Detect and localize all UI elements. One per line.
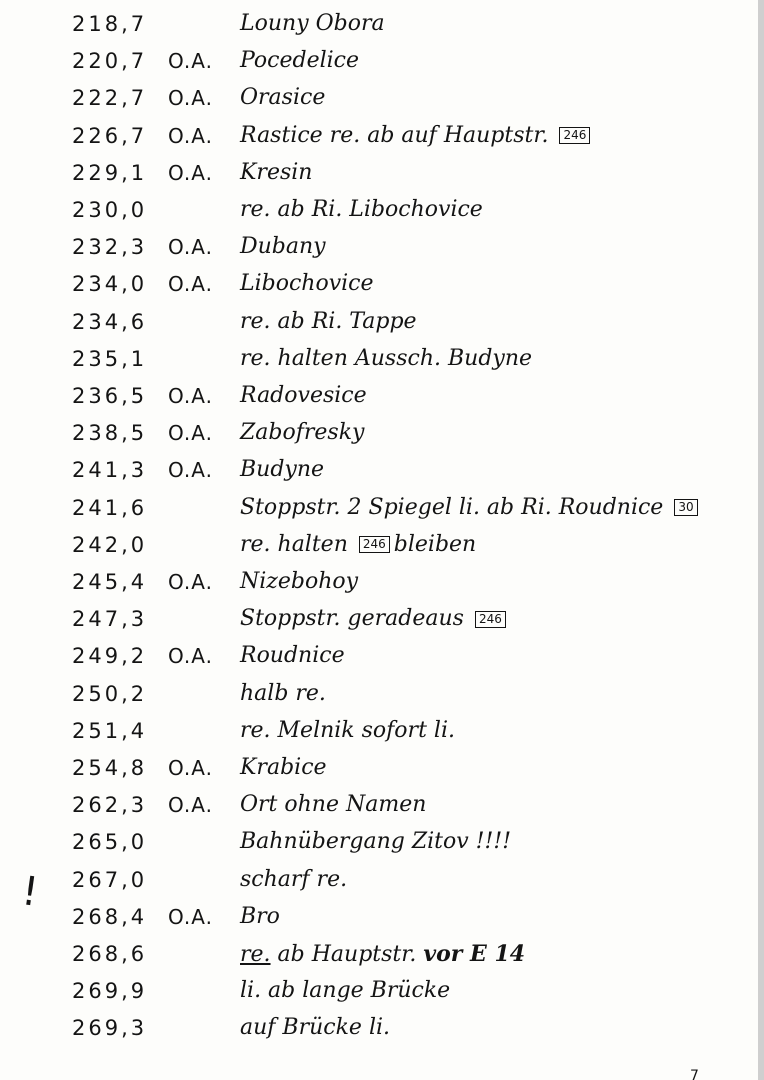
route-row	[0, 306, 764, 338]
route-row	[0, 640, 764, 672]
route-instruction	[240, 454, 324, 486]
instruction-text: re. Melnik sofort li.	[240, 717, 455, 743]
km-value: 241,6	[72, 495, 148, 520]
route-instruction	[240, 566, 358, 598]
route-instruction	[240, 864, 347, 896]
km-value: 220,7	[72, 49, 148, 74]
instruction-text: re. halten	[240, 531, 348, 557]
route-row	[0, 120, 764, 152]
route-row	[0, 8, 764, 40]
route-row	[0, 45, 764, 77]
route-instruction	[240, 938, 525, 971]
route-instruction	[240, 120, 594, 152]
km-value: 268,6	[72, 942, 148, 966]
route-instruction	[240, 603, 510, 635]
route-row	[0, 938, 764, 970]
route-row	[0, 231, 764, 263]
route-instruction	[240, 901, 280, 933]
km-value: 226,7	[72, 123, 148, 148]
instruction-text: scharf re.	[240, 866, 348, 892]
km-value: 268,4	[72, 904, 148, 929]
km-value: 242,0	[72, 532, 148, 557]
instruction-text: Rastice re. ab auf Hauptstr.	[240, 122, 549, 148]
oa-marker: O.A.	[168, 235, 213, 260]
km-value: 254,8	[72, 756, 148, 780]
km-value: 269,3	[72, 1016, 148, 1041]
route-instruction	[240, 231, 326, 263]
oa-marker: O.A.	[168, 904, 213, 929]
route-row	[0, 901, 764, 933]
km-value: 265,0	[72, 830, 148, 855]
route-instruction	[240, 45, 359, 77]
instruction-text: Nizebohoy	[240, 569, 359, 594]
instruction-text: re. halten Aussch. Budyne	[240, 345, 533, 371]
route-row	[0, 566, 764, 598]
km-value: 218,7	[72, 12, 148, 36]
route-instruction	[240, 678, 326, 710]
km-value: 232,3	[72, 235, 148, 260]
route-row	[0, 975, 764, 1007]
instruction-text: auf Brücke li.	[240, 1015, 391, 1041]
instruction-underlined: re.	[240, 942, 271, 967]
route-instruction	[240, 715, 455, 747]
route-row	[0, 826, 764, 858]
instruction-text: re. ab Ri. Tappe	[240, 308, 417, 334]
instruction-text: Pocedelice	[240, 48, 360, 74]
instruction-text: Roudnice	[240, 643, 345, 669]
km-value: 241,3	[72, 458, 148, 483]
km-value: 250,2	[72, 681, 148, 706]
route-instruction	[240, 306, 417, 338]
oa-marker: O.A.	[168, 86, 213, 111]
instruction-text: Ort ohne Namen	[240, 792, 427, 818]
instruction-text: Orasice	[240, 85, 326, 111]
instruction-emphasis: vor E 14	[423, 941, 526, 967]
oa-marker: O.A.	[168, 756, 213, 780]
route-row	[0, 82, 764, 114]
route-row	[0, 529, 764, 561]
oa-marker: O.A.	[168, 123, 213, 148]
km-value: 269,9	[72, 979, 148, 1004]
instruction-text: Bro	[240, 903, 280, 929]
route-row	[0, 1012, 764, 1044]
route-instruction	[240, 492, 702, 524]
km-value: 262,3	[72, 793, 148, 818]
oa-marker: O.A.	[168, 570, 213, 594]
instruction-text: re. ab Ri. Libochovice	[240, 197, 483, 222]
route-row	[0, 492, 764, 524]
margin-exclamation: !	[18, 868, 42, 916]
oa-marker: O.A.	[168, 421, 213, 446]
road-number-box: 246	[559, 127, 590, 144]
route-instruction	[240, 752, 327, 784]
instruction-text: Zabofresky	[240, 420, 365, 446]
km-value: 236,5	[72, 384, 148, 408]
route-row	[0, 864, 764, 896]
oa-marker: O.A.	[168, 793, 213, 818]
page-corner-mark: 7	[690, 1068, 699, 1080]
km-value: 230,0	[72, 198, 148, 222]
km-value: 229,1	[72, 160, 148, 185]
instruction-text: Radovesice	[240, 383, 367, 408]
route-row	[0, 603, 764, 635]
km-value: 234,0	[72, 272, 148, 297]
route-instruction	[240, 417, 364, 449]
route-instruction	[240, 640, 345, 672]
km-value: 249,2	[72, 644, 148, 669]
route-row	[0, 678, 764, 710]
route-row	[0, 268, 764, 300]
route-row	[0, 789, 764, 821]
km-value: 251,4	[72, 718, 148, 743]
route-instruction	[240, 826, 511, 858]
route-row	[0, 715, 764, 747]
oa-marker: O.A.	[168, 458, 213, 483]
route-instruction	[240, 194, 483, 226]
km-value: 235,1	[72, 346, 148, 371]
road-number-box: 246	[475, 611, 506, 628]
instruction-text: Libochovice	[240, 271, 374, 297]
km-value: 238,5	[72, 421, 148, 446]
instruction-text: li. ab lange Brücke	[240, 978, 451, 1004]
km-value: 222,7	[72, 86, 148, 111]
route-row	[0, 454, 764, 486]
route-row	[0, 157, 764, 189]
km-value: 245,4	[72, 570, 148, 594]
instruction-text: bleiben	[393, 531, 477, 557]
route-row	[0, 380, 764, 412]
route-instruction	[240, 975, 450, 1007]
route-instruction	[240, 82, 325, 114]
instruction-text: ab Hauptstr.	[270, 942, 424, 967]
instruction-text: Stoppstr. 2 Spiegel li. ab Ri. Roudnice	[240, 494, 664, 520]
km-value: 267,0	[72, 867, 148, 892]
route-instruction	[240, 8, 385, 40]
km-value: 247,3	[72, 607, 148, 632]
route-instruction	[240, 1012, 390, 1044]
instruction-text: Stoppstr. geradeaus	[240, 606, 464, 632]
instruction-text: Kresin	[240, 159, 313, 185]
route-instruction	[240, 380, 367, 412]
km-value: 234,6	[72, 309, 148, 334]
instruction-text: Budyne	[240, 457, 325, 483]
oa-marker: O.A.	[168, 384, 213, 408]
instruction-text: Bahnübergang Zitov !!!!	[240, 829, 512, 855]
route-instruction	[240, 343, 532, 375]
road-number-box: 246	[359, 536, 390, 553]
route-row	[0, 343, 764, 375]
route-row	[0, 752, 764, 784]
instruction-text: Louny Obora	[240, 11, 385, 36]
instruction-text: Dubany	[240, 234, 326, 260]
oa-marker: O.A.	[168, 272, 213, 297]
route-instruction	[240, 789, 426, 821]
route-instruction	[240, 529, 476, 561]
instruction-text: halb re.	[240, 680, 326, 706]
oa-marker: O.A.	[168, 160, 213, 185]
route-row	[0, 417, 764, 449]
route-row	[0, 194, 764, 226]
route-instruction	[240, 268, 374, 300]
oa-marker: O.A.	[168, 644, 213, 669]
route-instruction	[240, 157, 312, 189]
oa-marker: O.A.	[168, 49, 213, 74]
instruction-text: Krabice	[240, 755, 327, 780]
road-number-box: 30	[674, 499, 697, 516]
